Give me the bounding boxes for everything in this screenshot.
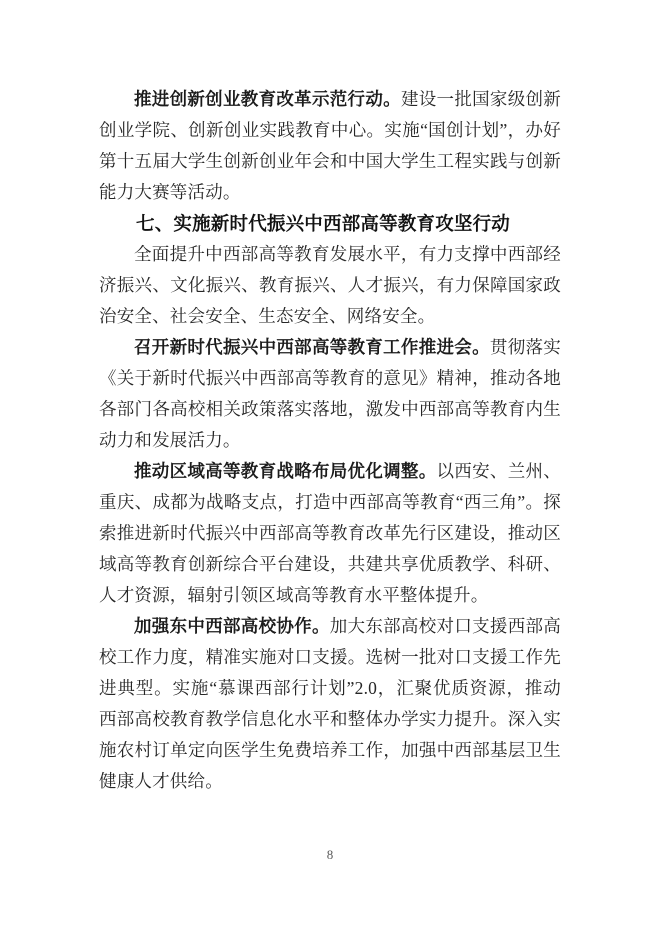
document-content	[99, 84, 561, 797]
paragraph-lead-university-cooperation: 加强东中西部高校协作。	[134, 616, 330, 636]
paragraph-body-innovation-education: 建设一批国家级创新创业学院、创新创业实践教育中心。实施“国创计划”，办好第十五届大学生创新创业年会和中国大学生工程实践与创新能力大赛等活动。	[99, 89, 561, 202]
paragraph-regional-layout	[99, 456, 561, 611]
paragraph-work-conference	[99, 332, 561, 456]
paragraph-innovation-education	[99, 84, 561, 208]
paragraph-body-regional-layout: 以西安、兰州、重庆、成都为战略支点，打造中西部高等教育“西三角”。探索推进新时代振兴中西部高等教育改革先行区建设，推动区域高等教育创新综合平台建设，共建共享优质教学、科研、人才资源，辐射引领区域高等教育水平整体提升。	[99, 461, 561, 605]
paragraph-body-work-conference: 贯彻落实《关于新时代振兴中西部高等教育的意见》精神，推动各地各部门各高校相关政策落实落地，激发中西部高等教育内生动力和发展活力。	[99, 337, 561, 450]
paragraph-lead-regional-layout: 推动区域高等教育战略布局优化调整。	[134, 461, 437, 481]
paragraph-lead-work-conference: 召开新时代振兴中西部高等教育工作推进会。	[134, 337, 490, 357]
section-heading-seven: 七、实施新时代振兴中西部高等教育攻坚行动	[136, 213, 511, 234]
paragraph-overall-goal	[99, 239, 561, 332]
paragraph-university-cooperation	[99, 611, 561, 797]
paragraph-lead-innovation-education: 推进创新创业教育改革示范行动。	[134, 89, 401, 109]
paragraph-body-university-cooperation: 加大东部高校对口支援西部高校工作力度，精准实施对口支援。选树一批对口支援工作先进典型。实施“慕课西部行计划”2.0，汇聚优质资源，推动西部高校教育教学信息化水平和整体办学实力提升。深入实施农村订单定向医学生免费培养工作，加强中西部基层卫生健康人才供给。	[99, 616, 561, 791]
paragraph-body-overall-goal: 全面提升中西部高等教育发展水平，有力支撑中西部经济振兴、文化振兴、教育振兴、人才振兴，有力保障国家政治安全、社会安全、生态安全、网络安全。	[99, 244, 561, 326]
page-number: 8	[326, 847, 334, 862]
